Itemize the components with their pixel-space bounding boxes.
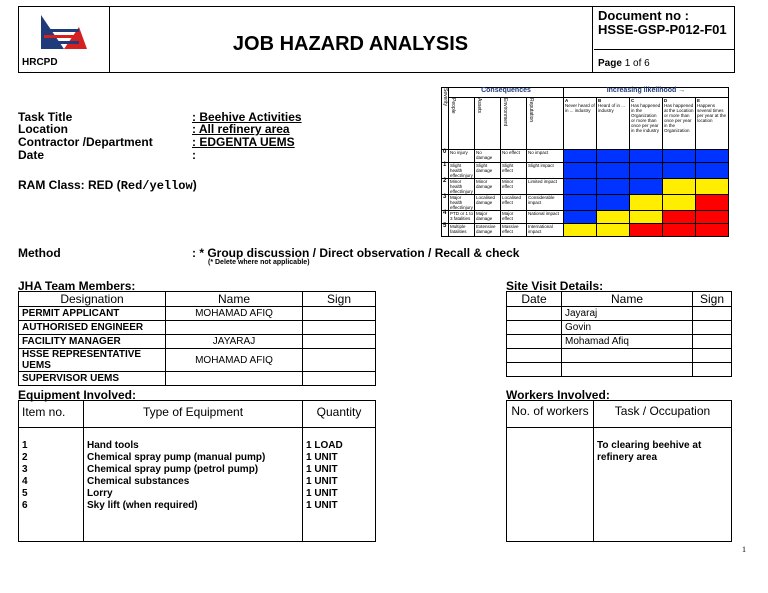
ram-risk-cell bbox=[663, 163, 696, 179]
ram-risk-cell bbox=[663, 211, 696, 224]
ram-severity-cell: 5 bbox=[442, 224, 449, 237]
site-visit-heading: Site Visit Details: bbox=[506, 279, 604, 293]
likelihood-a-desc: Never heard of in ... industry bbox=[565, 103, 595, 113]
jha-team-row bbox=[19, 349, 376, 372]
equipment-type: Chemical spray pump (manual pump) bbox=[87, 452, 266, 463]
sign-cell bbox=[303, 307, 376, 321]
ram-risk-cell bbox=[630, 195, 663, 211]
designation-cell: HSSE REPRESENTATIVE UEMS bbox=[19, 349, 166, 372]
equipment-qty: 1 UNIT bbox=[306, 488, 338, 499]
likelihood-e-desc: Happens several times per year at the location bbox=[697, 103, 727, 123]
col-type: Type of Equipment bbox=[84, 401, 303, 428]
ram-risk-cell bbox=[696, 150, 729, 163]
ram-class-close: ) bbox=[192, 178, 197, 192]
ram-people-cell: Major health effect/injury bbox=[450, 195, 473, 210]
ram-risk-cell bbox=[663, 195, 696, 211]
hrcpd-logo-icon bbox=[19, 7, 109, 57]
likelihood-a-letter: A bbox=[565, 98, 569, 103]
page-indicator bbox=[594, 49, 734, 72]
likelihood-a bbox=[564, 98, 597, 150]
method-value: : * Group discussion / Direct observation / Recall & check bbox=[192, 246, 520, 260]
page-label: Page bbox=[598, 58, 622, 69]
ram-risk-cell bbox=[696, 179, 729, 195]
visitor-sign-cell bbox=[693, 335, 732, 349]
equipment-body-row bbox=[19, 428, 376, 542]
ram-risk-cell bbox=[564, 224, 597, 237]
jha-team-row bbox=[19, 321, 376, 335]
visit-date-cell bbox=[507, 363, 562, 377]
risk-assessment-matrix bbox=[441, 87, 729, 237]
likelihood-e-letter: E bbox=[697, 98, 701, 103]
ram-rep-cell: No impact bbox=[527, 150, 564, 163]
sign-cell bbox=[303, 372, 376, 386]
likelihood-e bbox=[696, 98, 729, 150]
col-name: Name bbox=[166, 292, 303, 307]
sign-cell bbox=[303, 321, 376, 335]
visit-date-cell bbox=[507, 321, 562, 335]
visit-date-cell bbox=[507, 335, 562, 349]
equipment-header-row bbox=[19, 401, 376, 428]
visitor-name-cell bbox=[562, 363, 693, 377]
document-number bbox=[594, 7, 734, 49]
col-designation: Designation bbox=[19, 292, 166, 307]
ram-risk-cell bbox=[564, 150, 597, 163]
likelihood-c bbox=[630, 98, 663, 150]
col-environment bbox=[501, 98, 527, 150]
ram-risk-cell bbox=[696, 211, 729, 224]
ram-risk-cell bbox=[630, 179, 663, 195]
jha-team-row bbox=[19, 372, 376, 386]
contractor-value: : EDGENTA UEMS bbox=[192, 135, 295, 149]
ram-risk-cell bbox=[663, 179, 696, 195]
equipment-no: 3 bbox=[22, 464, 28, 475]
site-visit-row bbox=[507, 321, 732, 335]
equipment-numbers bbox=[19, 428, 84, 542]
col-item-no: Item no. bbox=[19, 401, 84, 428]
col-quantity: Quantity bbox=[303, 401, 376, 428]
ram-people-cell: Multiple fatalities bbox=[449, 224, 475, 237]
col-visitor-sign: Sign bbox=[693, 292, 732, 307]
equipment-no: 4 bbox=[22, 476, 28, 487]
visit-date-cell bbox=[507, 349, 562, 363]
ram-env-cell: Major effect bbox=[501, 211, 527, 224]
equipment-qty: 1 UNIT bbox=[306, 464, 338, 475]
ram-people-cell: Slight health effect/injury bbox=[450, 163, 473, 178]
document-number-label: Document no : bbox=[598, 8, 689, 23]
visitor-sign-cell bbox=[693, 307, 732, 321]
col-reputation bbox=[527, 98, 564, 150]
designation-cell: FACILITY MANAGER bbox=[19, 335, 166, 349]
visitor-sign-cell bbox=[693, 321, 732, 335]
name-cell bbox=[166, 321, 303, 335]
ram-risk-cell bbox=[630, 150, 663, 163]
company-logo bbox=[19, 7, 110, 72]
ram-severity-cell: 2 bbox=[442, 179, 449, 195]
ram-risk-cell bbox=[564, 211, 597, 224]
contractor-label: Contractor /Department bbox=[18, 135, 153, 149]
likelihood-b bbox=[597, 98, 630, 150]
consequences-header: Consequences bbox=[449, 88, 564, 98]
equipment-qty: 1 UNIT bbox=[306, 476, 338, 487]
ram-assets-cell: Localised damage bbox=[475, 195, 501, 211]
task-title-label: Task Title bbox=[18, 110, 73, 124]
ram-rep-cell: Slight impact bbox=[527, 163, 564, 179]
site-visit-row bbox=[507, 363, 732, 377]
visitor-name-cell: Govin bbox=[562, 321, 693, 335]
likelihood-c-desc: Has happened in the Organization or more than once per year in the industry bbox=[631, 103, 661, 133]
jha-team-row bbox=[19, 307, 376, 321]
col-reputation-label: Reputation bbox=[528, 98, 534, 123]
workers-header-row bbox=[507, 401, 732, 428]
ram-risk-cell bbox=[630, 163, 663, 179]
ram-risk-cell bbox=[564, 163, 597, 179]
location-label: Location bbox=[18, 122, 68, 136]
likelihood-d-desc: Has happened at the Location or more than once per year in the Organization bbox=[664, 103, 694, 133]
ram-risk-cell bbox=[597, 211, 630, 224]
jha-team-row bbox=[19, 335, 376, 349]
equipment-qty: 1 UNIT bbox=[306, 500, 338, 511]
ram-rep-cell: Considerable impact bbox=[527, 195, 564, 211]
ram-rep-cell: National impact bbox=[527, 211, 564, 224]
jha-team-header-row bbox=[19, 292, 376, 307]
equipment-quantities bbox=[303, 428, 376, 542]
page-value: 1 of 6 bbox=[624, 58, 650, 69]
visitor-name-cell bbox=[562, 349, 693, 363]
ram-risk-cell bbox=[597, 150, 630, 163]
ram-risk-cell bbox=[564, 179, 597, 195]
name-cell: JAYARAJ bbox=[166, 335, 303, 349]
ram-env-cell: No effect bbox=[501, 150, 527, 163]
ram-row bbox=[442, 179, 729, 195]
ram-env-cell: Minor effect bbox=[501, 179, 527, 195]
col-people-label: People bbox=[450, 98, 456, 114]
equipment-type: Hand tools bbox=[87, 440, 139, 451]
jha-team-table bbox=[18, 291, 376, 386]
designation-cell: PERMIT APPLICANT bbox=[19, 307, 166, 321]
likelihood-d bbox=[663, 98, 696, 150]
jha-team-heading: JHA Team Members: bbox=[18, 279, 136, 293]
ram-row bbox=[442, 163, 729, 179]
footer-page-number: 1 bbox=[742, 545, 746, 554]
ram-env-cell: Slight effect bbox=[501, 163, 527, 179]
company-name: HRCPD bbox=[22, 57, 58, 68]
visitor-sign-cell bbox=[693, 349, 732, 363]
equipment-heading: Equipment Involved: bbox=[18, 388, 137, 402]
ram-severity-cell: 1 bbox=[442, 163, 449, 179]
ram-rep-cell: International impact bbox=[527, 224, 564, 237]
ram-severity-cell: 4 bbox=[442, 211, 449, 224]
equipment-types bbox=[84, 428, 303, 542]
ram-assets-cell: Major damage bbox=[475, 211, 501, 224]
document-header bbox=[18, 6, 735, 73]
ram-class-label: RAM Class: RED ( bbox=[18, 178, 121, 192]
ram-assets-cell: Slight damage bbox=[475, 163, 501, 179]
name-cell bbox=[166, 372, 303, 386]
site-visit-table bbox=[506, 291, 732, 377]
ram-risk-cell bbox=[564, 195, 597, 211]
ram-env-cell: Massive effect bbox=[501, 224, 527, 237]
ram-risk-cell bbox=[663, 150, 696, 163]
likelihood-c-letter: C bbox=[631, 98, 635, 103]
ram-class bbox=[18, 178, 197, 193]
name-cell: MOHAMAD AFIQ bbox=[166, 307, 303, 321]
equipment-no: 1 bbox=[22, 440, 28, 451]
visitor-name-cell: Mohamad Afiq bbox=[562, 335, 693, 349]
ram-row bbox=[442, 150, 729, 163]
col-date: Date bbox=[507, 292, 562, 307]
method-label: Method bbox=[18, 246, 61, 260]
severity-label: Severity bbox=[442, 88, 448, 107]
ram-risk-cell bbox=[630, 224, 663, 237]
site-visit-row bbox=[507, 349, 732, 363]
date-value: : bbox=[192, 148, 196, 162]
ram-people-cell: No injury bbox=[449, 150, 475, 163]
site-visit-row bbox=[507, 307, 732, 321]
equipment-type: Chemical spray pump (petrol pump) bbox=[87, 464, 259, 475]
worker-count bbox=[507, 428, 594, 542]
ram-class-value: Red/yellow bbox=[120, 179, 193, 193]
ram-risk-cell bbox=[597, 195, 630, 211]
document-number-value: HSSE-GSP-P012-F01 bbox=[598, 22, 727, 37]
ram-row bbox=[442, 195, 729, 211]
task-occupation: To clearing beehive at refinery area bbox=[594, 428, 732, 542]
ram-risk-cell bbox=[597, 163, 630, 179]
ram-people-cell: PTD or 1 to 3 fatalities bbox=[449, 211, 475, 224]
ram-risk-cell bbox=[597, 179, 630, 195]
likelihood-b-letter: B bbox=[598, 98, 602, 103]
ram-risk-cell bbox=[663, 224, 696, 237]
ram-severity-cell: 3 bbox=[442, 195, 449, 211]
task-title-value: : Beehive Activities bbox=[192, 110, 302, 124]
date-label: Date bbox=[18, 148, 45, 162]
sign-cell bbox=[303, 349, 376, 372]
col-sign: Sign bbox=[303, 292, 376, 307]
location-value: : All refinery area bbox=[192, 122, 290, 136]
equipment-qty: 1 LOAD bbox=[306, 440, 343, 451]
ram-rep-cell: Limited impact bbox=[527, 179, 564, 195]
likelihood-d-letter: D bbox=[664, 98, 668, 103]
ram-risk-cell bbox=[696, 163, 729, 179]
visitor-name-cell: Jayaraj bbox=[562, 307, 693, 321]
ram-assets-cell: Extensive damage bbox=[475, 224, 501, 237]
likelihood-b-desc: Heard of in ... industry bbox=[598, 103, 626, 113]
ram-risk-cell bbox=[696, 224, 729, 237]
equipment-type: Chemical substances bbox=[87, 476, 190, 487]
name-cell: MOHAMAD AFIQ bbox=[166, 349, 303, 372]
col-assets-label: Assets bbox=[476, 98, 482, 114]
ram-people-cell: Minor health effect/injury bbox=[450, 179, 473, 194]
col-people bbox=[449, 98, 475, 150]
ram-env-cell: Localised effect bbox=[501, 195, 527, 211]
method-note: (* Delete where not applicable) bbox=[208, 259, 310, 266]
site-visit-header-row bbox=[507, 292, 732, 307]
visit-date-cell bbox=[507, 307, 562, 321]
ram-risk-cell bbox=[630, 211, 663, 224]
ram-assets-cell: Minor damage bbox=[475, 179, 501, 195]
equipment-type: Sky lift (when required) bbox=[87, 500, 198, 511]
designation-cell: SUPERVISOR UEMS bbox=[19, 372, 166, 386]
equipment-no: 5 bbox=[22, 488, 28, 499]
ram-severity-cell: 0 bbox=[442, 150, 449, 163]
col-visitor-name: Name bbox=[562, 292, 693, 307]
ram-row bbox=[442, 224, 729, 237]
equipment-type: Lorry bbox=[87, 488, 113, 499]
equipment-qty: 1 UNIT bbox=[306, 452, 338, 463]
col-worker-count: No. of workers bbox=[507, 401, 594, 428]
ram-risk-cell bbox=[696, 195, 729, 211]
workers-body-row bbox=[507, 428, 732, 542]
severity-header bbox=[442, 88, 449, 150]
col-environment-label: Environment bbox=[502, 98, 508, 127]
workers-table bbox=[506, 400, 732, 542]
page-title: JOB HAZARD ANALYSIS bbox=[109, 7, 593, 72]
col-assets bbox=[475, 98, 501, 150]
designation-cell: AUTHORISED ENGINEER bbox=[19, 321, 166, 335]
col-task-occupation: Task / Occupation bbox=[594, 401, 732, 428]
equipment-no: 2 bbox=[22, 452, 28, 463]
equipment-table bbox=[18, 400, 376, 542]
site-visit-row bbox=[507, 335, 732, 349]
equipment-no: 6 bbox=[22, 500, 28, 511]
likelihood-header: Increasing likelihood → bbox=[564, 88, 729, 98]
sign-cell bbox=[303, 335, 376, 349]
visitor-sign-cell bbox=[693, 363, 732, 377]
ram-row bbox=[442, 211, 729, 224]
ram-assets-cell: No damage bbox=[475, 150, 501, 163]
ram-risk-cell bbox=[597, 224, 630, 237]
workers-heading: Workers Involved: bbox=[506, 388, 610, 402]
